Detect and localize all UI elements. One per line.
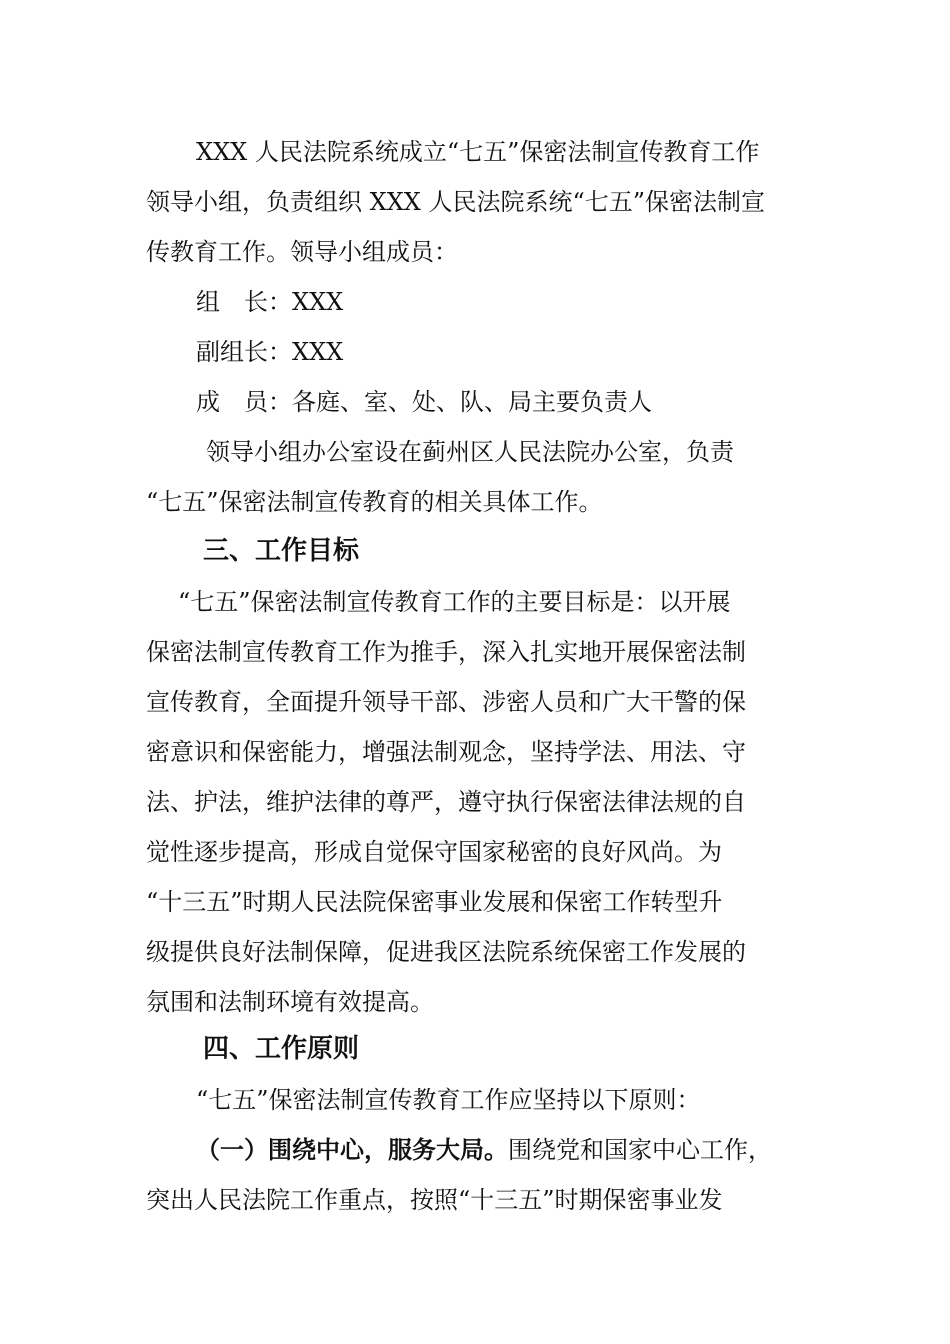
- goals-line-1: “七五”保密法制宣传教育工作的主要目标是：以开展: [178, 588, 731, 616]
- principle-1-text: 围绕党和国家中心工作，: [508, 1136, 772, 1164]
- goals-line-3: 宣传教育，全面提升领导干部、涉密人员和广大干警的保: [146, 688, 746, 716]
- principle-1-title: （一）围绕中心，服务大局。: [196, 1136, 508, 1164]
- goals-line-5: 法、护法，维护法律的尊严，遵守执行保密法律法规的自: [146, 788, 746, 816]
- goals-line-9: 氛围和法制环境有效提高。: [146, 988, 434, 1016]
- goals-line-2: 保密法制宣传教育工作为推手，深入扎实地开展保密法制: [146, 638, 746, 666]
- principles-intro: “七五”保密法制宣传教育工作应坚持以下原则：: [196, 1086, 701, 1114]
- member-deputy: 副组长：XXX: [196, 338, 344, 366]
- office-line-1: 领导小组办公室设在蓟州区人民法院办公室，负责: [206, 438, 734, 466]
- member-list: 成 员：各庭、室、处、队、局主要负责人: [196, 388, 652, 416]
- principle-1-line-1: [196, 1135, 772, 1165]
- section-heading-goals: 三、工作目标: [203, 536, 360, 566]
- goals-line-8: 级提供良好法制保障，促进我区法院系统保密工作发展的: [146, 938, 746, 966]
- section-heading-principles: 四、工作原则: [203, 1034, 360, 1064]
- principle-1-line-2: 突出人民法院工作重点，按照“十三五”时期保密事业发: [146, 1186, 723, 1214]
- goals-line-6: 觉性逐步提高，形成自觉保守国家秘密的良好风尚。为: [146, 838, 722, 866]
- office-line-2: “七五”保密法制宣传教育的相关具体工作。: [146, 488, 603, 516]
- intro-line-2: 领导小组，负责组织 XXX 人民法院系统“七五”保密法制宣: [146, 188, 766, 216]
- intro-line-1: XXX 人民法院系统成立“七五”保密法制宣传教育工作: [196, 138, 760, 166]
- intro-line-3: 传教育工作。领导小组成员：: [146, 238, 458, 266]
- goals-line-4: 密意识和保密能力，增强法制观念，坚持学法、用法、守: [146, 738, 746, 766]
- goals-line-7: “十三五”时期人民法院保密事业发展和保密工作转型升: [146, 888, 723, 916]
- member-leader: 组 长：XXX: [196, 288, 344, 316]
